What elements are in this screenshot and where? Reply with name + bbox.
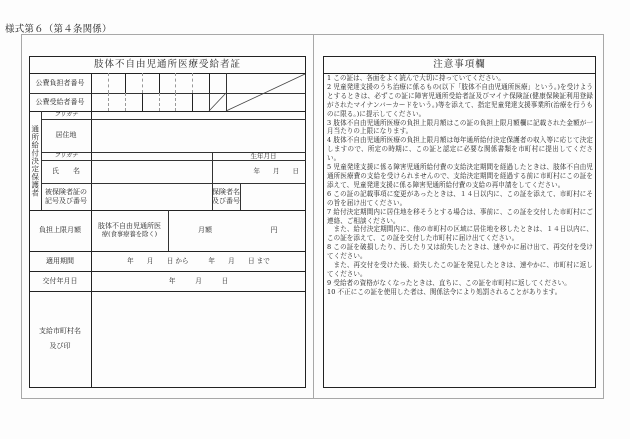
divider (168, 210, 169, 251)
notes-title: 注意事項欄 (433, 58, 486, 70)
note-item-7: 7 給付決定期間内に居住地を移そうとする場合は、事前に、この証を交付した市町村にご連絡、ご相談ください。 (327, 207, 593, 225)
furigana-name-input[interactable] (92, 152, 212, 160)
note-item-2: 2 児童発達支援のうち治療に係るもの(以下「肢体不自由児通所医療」という。)を受けようとするときは、必ずこの証に障害児通所受給者証及びマイナ保険証(健康保険証利用登録がされたマイナンバーカードをいう。)等を添えて、指定児童発達支援事業所(治療を行うものに限る。)に提示してください。 (327, 82, 593, 118)
note-item-3: 3 肢体不自由児通所医療の負担上限月額はこの証の負担上限月額欄に記載された金額が一月当たりの上限になります。 (327, 118, 593, 136)
name-label: 氏 名 (52, 167, 80, 176)
yen-unit: 円 (270, 226, 278, 235)
furigana-name-label: フリガナ (54, 152, 78, 160)
note-item-8: 8 この証を破損したり、汚したり又は紛失したときは、速やかに届け出て、再交付を受けてください。 (327, 243, 593, 261)
insurance-card-label-line1: 被保険者証の (45, 187, 87, 196)
municipality-seal-area[interactable] (92, 292, 305, 387)
note-item-10: 10 不正にこの証を使用した者は、関係法令により処罰されることがあります。 (327, 287, 562, 296)
monthly-cap-type-line2: 療(食事療養を除く) (101, 230, 158, 238)
note-item-7-supplement: また、給付決定期間内に、他の市町村の区域に居住地を移したときは、１４日以内に、この証を添えて、この証を交付した市町村に届け出てください。 (327, 225, 593, 243)
note-item-1: 1 この証は、各面をよく読んで大切に持っていてください。 (327, 74, 505, 82)
insurer-label (212, 183, 240, 210)
note-item-8-supplement: また、再交付を受けた後、紛失したこの証を発見したときは、速やかに、市町村に返してください。 (327, 261, 593, 278)
residence-input[interactable] (92, 120, 305, 152)
name-input[interactable] (92, 161, 212, 183)
note-item-6: 6 この証の記載事項に変更があったときは、１４日以内に、この証を添えて、市町村にその旨を届け出てください。 (327, 189, 593, 207)
burden-payer-number-label: 公費負担者番号 (35, 78, 85, 87)
form-number-label: 様式第６（第４条関係） (5, 24, 112, 35)
monthly-cap-label: 負担上限月額 (39, 226, 81, 235)
issue-date-input[interactable]: 年 月 日 (168, 276, 229, 285)
note-item-9: 9 受給者の資格がなくなったときは、直ちに、この証を市町村に返してください。 (327, 278, 571, 287)
monthly-cap-type (91, 210, 168, 251)
monthly-amount-label: 月額 (198, 226, 212, 235)
municipality-label-line1: 支給市町村名 (39, 326, 81, 335)
birth-date-input[interactable]: 年 月 日 (253, 167, 299, 176)
notes-list (327, 74, 593, 297)
insurance-card-label-line2: 記号及び番号 (45, 196, 87, 205)
municipality-label (29, 291, 91, 387)
furigana-residence-input[interactable] (92, 111, 305, 119)
municipality-label-line2: 及び印 (49, 342, 71, 350)
certificate-title: 肢体不自由児通所医療受給者証 (93, 58, 241, 70)
residence-label: 居住地 (55, 131, 77, 140)
recipient-number-label: 公費受給者番号 (35, 97, 85, 106)
valid-period-input[interactable]: 年 月 日 から 年 月 日 まで (127, 256, 270, 265)
furigana-residence-label: フリガナ (54, 111, 78, 119)
insurer-label-line2: 及び番号 (212, 196, 240, 205)
note-item-4: 4 肢体不自由児通所医療の負担上限月額は毎年通所給付決定保護者の収入等に応じて決定しますので、所定の時期に、この証と認定に必要な関係書類を市町村に提出してください。 (327, 136, 593, 163)
insurance-card-label (41, 183, 91, 210)
insurer-input[interactable] (241, 184, 305, 210)
insurance-card-input[interactable] (92, 184, 212, 210)
insurer-label-line1: 保険者名 (212, 187, 240, 196)
birth-date-header: 生年月日 (250, 151, 277, 160)
note-item-5: 5 児童発達支援に係る障害児通所給付費の支給決定期間を経過したときは、肢体不自由児通所医療費の支給を受けられませんので、支給決定期間を経過する前に市町村にこの証を添えて、児童発達支援に係る障害児通所給付費の支給の再申請をしてください。 (327, 163, 593, 189)
guardian-group-label: 通所給付決定保護者 (30, 124, 40, 197)
monthly-cap-type-line1: 肢体不自由児通所医 (98, 222, 161, 231)
valid-period-label: 適用期間 (46, 256, 74, 265)
issue-date-label: 交付年月日 (42, 276, 78, 285)
